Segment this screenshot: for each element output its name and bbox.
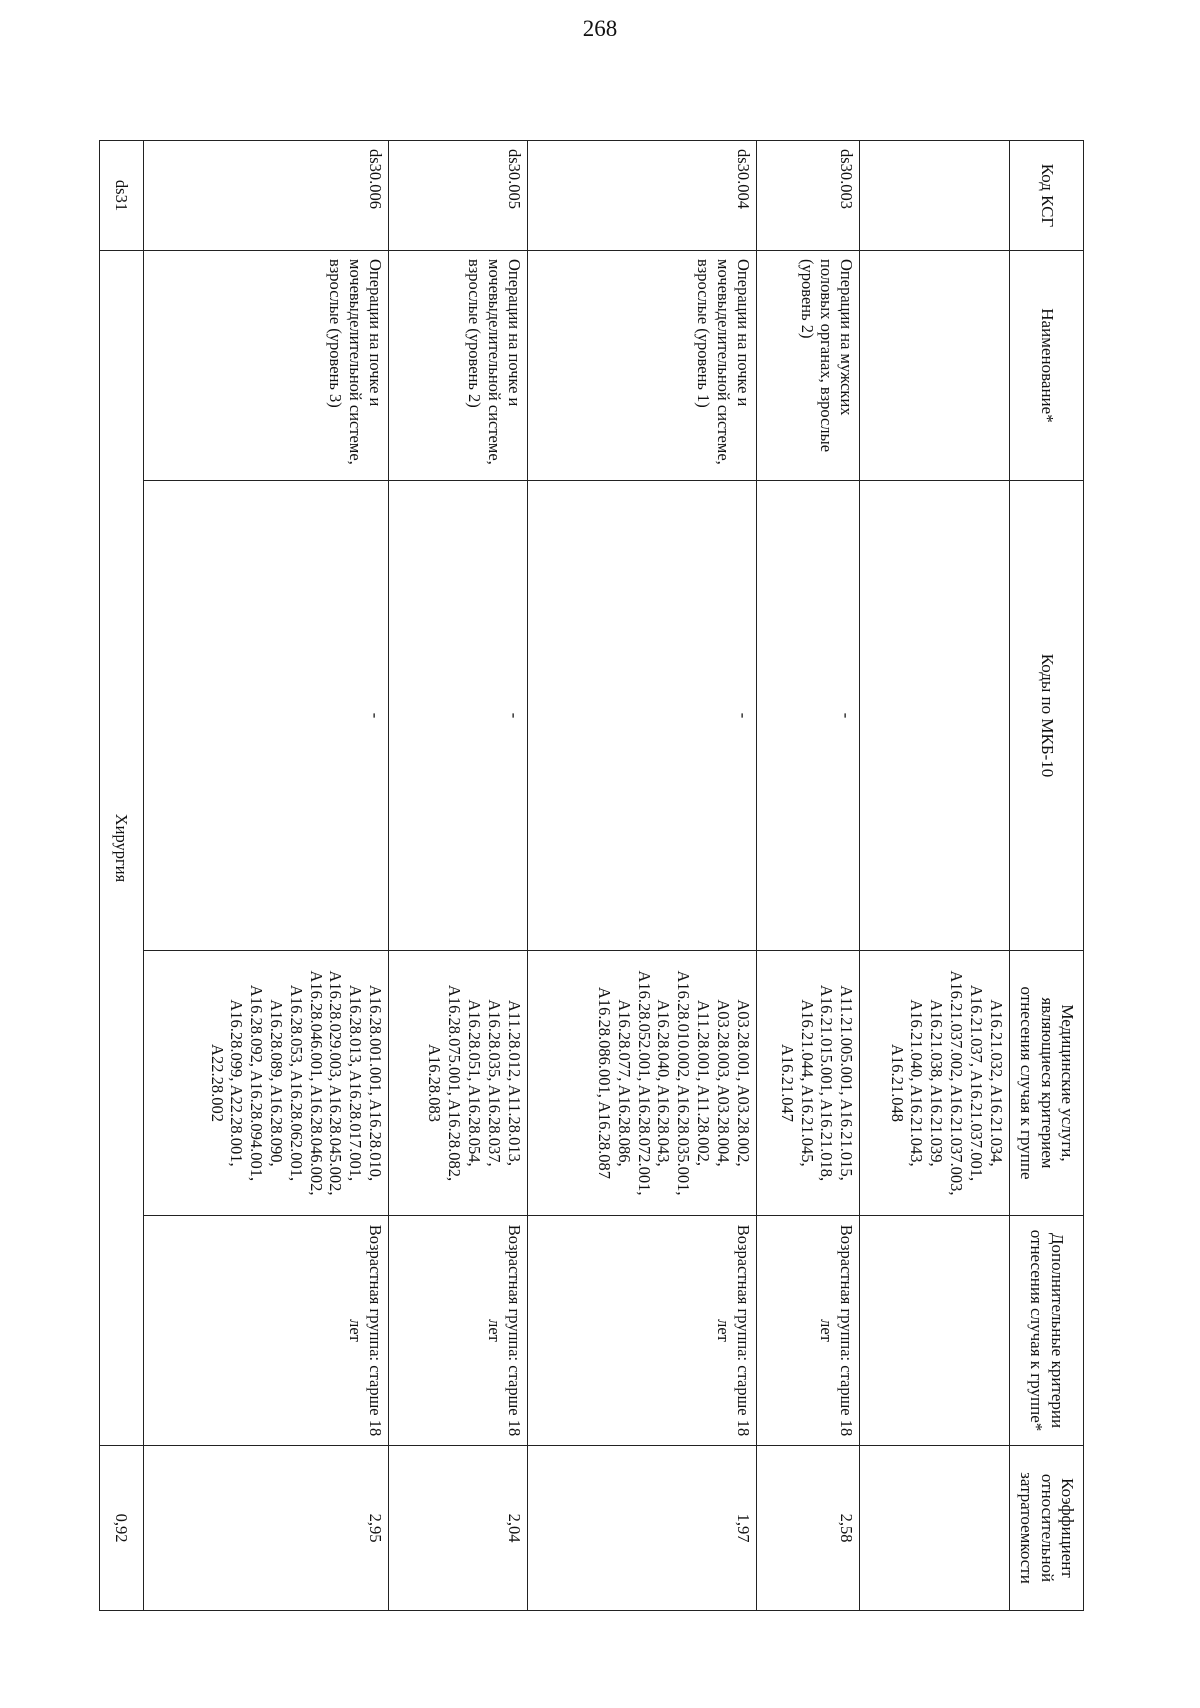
header-name: Наименование* [1009, 251, 1083, 481]
row-coef: 2,58 [756, 1446, 860, 1611]
row-coef: 1,97 [527, 1446, 756, 1611]
row-services: A11.21.005.001, A16.21.015, A16.21.015.001, A16.21.018, A16.21.044, A16.21.045, A16.21.047 [756, 951, 860, 1216]
header-code: Код КСГ [1009, 141, 1083, 251]
table-row [756, 141, 860, 1611]
table-row [389, 141, 528, 1611]
section-coef: 0,92 [100, 1446, 144, 1611]
row-services: A16.21.032, A16.21.034, A16.21.037, A16.21.037.001, A16.21.037.002, A16.21.037.003, A16.21.038, A16.21.039, A16.21.040, A16.21.043, A16.21.048 [860, 951, 1009, 1216]
header-criteria: Дополнительные критерии отнесения случая к группе* [1009, 1216, 1083, 1446]
ksg-table [99, 140, 1084, 1611]
row-criteria: Возрастная группа: старше 18 лет [143, 1216, 388, 1446]
row-mkb: - [527, 481, 756, 951]
row-coef: 2,04 [389, 1446, 528, 1611]
header-coef: Коэффициент относительной затратоемкости [1009, 1446, 1083, 1611]
table-row [860, 141, 1009, 1611]
rotated-table-container [99, 140, 1084, 1610]
row-criteria: Возрастная группа: старше 18 лет [527, 1216, 756, 1446]
row-services: A16.28.001.001, A16.28.010, A16.28.013, A16.28.017.001, A16.28.029.003, A16.28.045.002, A16.28.046.001, A16.28.046.002, A16.28.053, A16.28.062.001, A16.28.089, A16.28.090, A16.28.092, A16.28.094.001, A16.28.099, A22.28.001, A22.28.002 [143, 951, 388, 1216]
row-name: Операции на почке и мочевыделительной системе, взрослые (уровень 1) [527, 251, 756, 481]
section-row [100, 141, 144, 1611]
header-services: Медицинские услуги, являющиеся критерием отнесения случая к группе [1009, 951, 1083, 1216]
row-services: A11.28.012, A11.28.013, A16.28.035, A16.28.037, A16.28.051, A16.28.054, A16.28.075.001, A16.28.082, A16.28.083 [389, 951, 528, 1216]
header-mkb: Коды по МКБ-10 [1009, 481, 1083, 951]
row-coef [860, 1446, 1009, 1611]
row-services: A03.28.001, A03.28.002, A03.28.003, A03.28.004, A11.28.001, A11.28.002, A16.28.010.002, A16.28.035.001, A16.28.040, A16.28.043, A16.28.052.001, A16.28.072.001, A16.28.077, A16.28.086, A16.28.086.001, A16.28.087 [527, 951, 756, 1216]
row-criteria: Возрастная группа: старше 18 лет [756, 1216, 860, 1446]
row-code: ds30.005 [389, 141, 528, 251]
table-header-row [1009, 141, 1083, 1611]
page-number: 268 [582, 16, 618, 41]
row-name [860, 251, 1009, 481]
row-name: Операции на мужских половых органах, взрослые (уровень 2) [756, 251, 860, 481]
section-name: Хирургия [100, 251, 144, 1446]
row-coef: 2,95 [143, 1446, 388, 1611]
table-row [143, 141, 388, 1611]
row-mkb: - [756, 481, 860, 951]
table-row [527, 141, 756, 1611]
section-code: ds31 [100, 141, 144, 251]
row-code [860, 141, 1009, 251]
row-code: ds30.006 [143, 141, 388, 251]
row-name: Операции на почке и мочевыделительной системе, взрослые (уровень 2) [389, 251, 528, 481]
row-criteria [860, 1216, 1009, 1446]
row-criteria: Возрастная группа: старше 18 лет [389, 1216, 528, 1446]
row-code: ds30.003 [756, 141, 860, 251]
row-mkb: - [143, 481, 388, 951]
row-mkb: - [389, 481, 528, 951]
row-code: ds30.004 [527, 141, 756, 251]
row-mkb [860, 481, 1009, 951]
row-name: Операции на почке и мочевыделительной системе, взрослые (уровень 3) [143, 251, 388, 481]
